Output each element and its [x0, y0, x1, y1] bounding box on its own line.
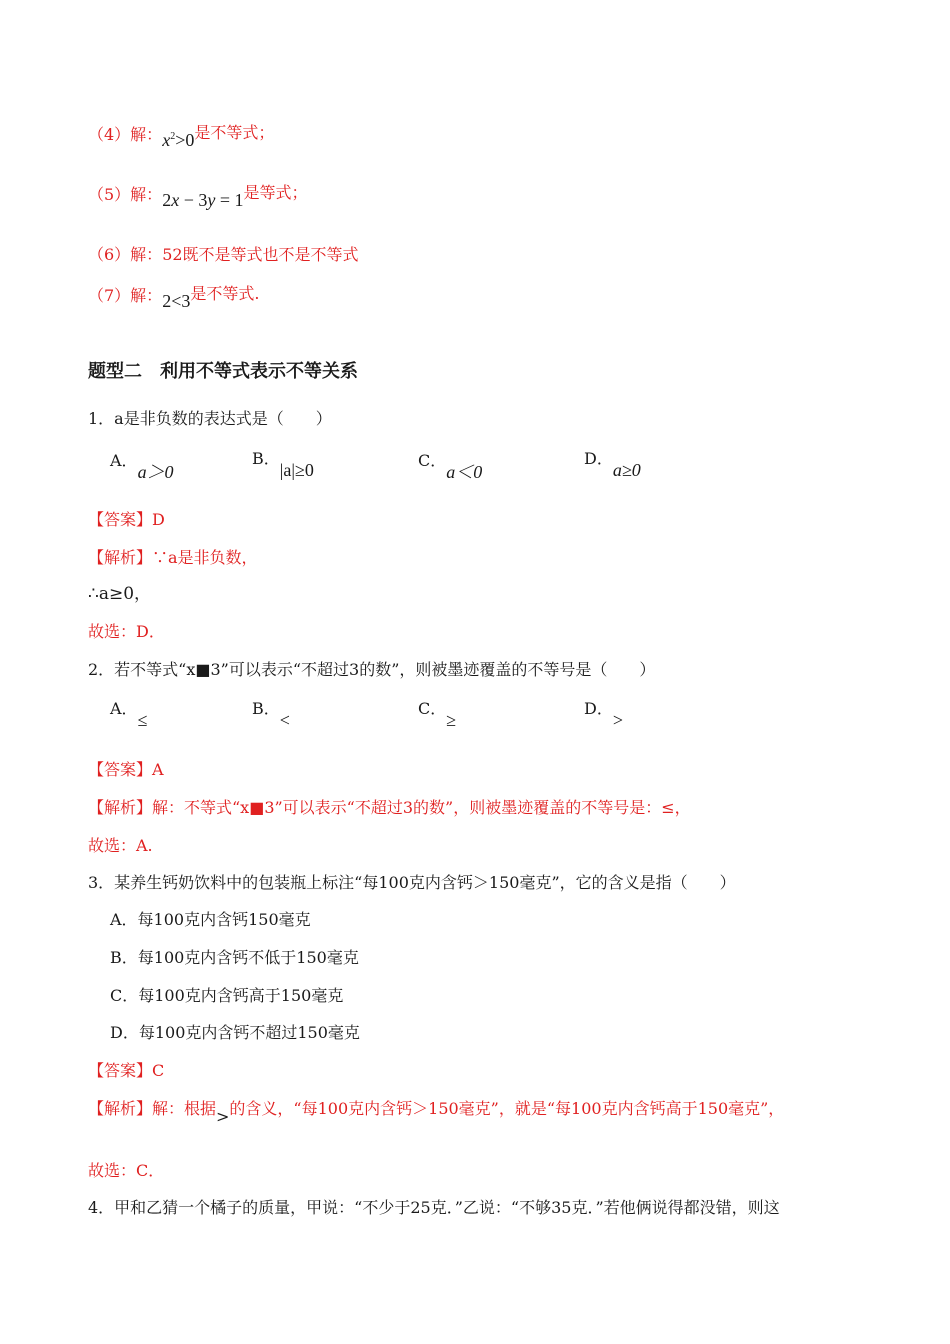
q1-option-d [584, 449, 641, 480]
solution-6 [88, 244, 359, 266]
q2-option-a [110, 699, 148, 730]
q1-option-b [252, 449, 314, 480]
analysis-suffix: 的含义，“每100克内含钙＞150毫克”，就是“每100克内含钙高于150毫克”， [229, 1099, 785, 1118]
option-label: B． [252, 449, 280, 468]
solution-text: 是不等式； [194, 123, 275, 142]
q3-option-d: D．每100克内含钙不超过150毫克 [110, 1023, 360, 1042]
q2-answer: 【答案】A [88, 760, 164, 779]
q4-stem: 4．甲和乙猜一个橘子的质量，甲说：“不少于25克．”乙说：“不够35克．”若他俩说得都没错，则这 [88, 1198, 780, 1217]
option-math: > [612, 710, 623, 730]
solution-text: 52既不是等式也不是不等式 [162, 245, 359, 264]
solution-4 [88, 120, 275, 150]
q1-analysis: 【解析】∵a是非负数， [88, 548, 258, 567]
analysis-prefix: 【解析】解：根据 [88, 1099, 217, 1118]
option-label: C． [418, 699, 447, 718]
q1-option-a [110, 451, 174, 482]
option-math: < [279, 710, 290, 730]
q2-option-d [584, 699, 623, 730]
option-label: C． [418, 451, 447, 470]
option-math: a＞0 [137, 462, 174, 482]
option-label: B． [252, 699, 280, 718]
option-label: D． [584, 449, 613, 468]
solution-5 [88, 183, 308, 210]
analysis-symbol: > [216, 1107, 230, 1126]
q1-conclusion: 故选：D． [88, 622, 165, 641]
option-math: |a|≥0 [279, 460, 314, 480]
q3-option-a: A．每100克内含钙150毫克 [110, 910, 311, 929]
option-math: a＜0 [446, 462, 483, 482]
solution-math: $x^2>0$ [162, 130, 195, 150]
solution-math: 2x − 3y = 1 [162, 190, 244, 210]
q3-analysis [88, 1098, 785, 1126]
solution-text: 是不等式. [190, 284, 260, 303]
solution-math: 2<3 [162, 291, 191, 311]
q3-option-b: B．每100克内含钙不低于150毫克 [110, 948, 359, 967]
q2-conclusion: 故选：A. [88, 836, 153, 855]
q2-stem: 2．若不等式“x■3”可以表示“不超过3的数”，则被墨迹覆盖的不等号是（ ） [88, 660, 656, 679]
solution-label: （4）解： [88, 125, 163, 144]
q3-option-c: C．每100克内含钙高于150毫克 [110, 986, 344, 1005]
q1-option-c [418, 451, 483, 482]
solution-7 [88, 284, 260, 311]
solution-label: （6）解： [88, 245, 163, 264]
section-tag: 题型二 [88, 361, 142, 382]
q1-analysis-step: ∴a≥0， [88, 584, 152, 604]
solution-text: 是等式； [243, 183, 308, 202]
solution-label: （7）解： [88, 286, 163, 305]
section-heading [88, 357, 376, 383]
option-label: D． [584, 699, 613, 718]
q2-option-c [418, 699, 457, 730]
q2-option-b [252, 699, 290, 730]
option-math: a≥0 [612, 460, 641, 480]
q3-answer: 【答案】C [88, 1061, 165, 1080]
q2-analysis: 【解析】解：不等式“x■3”可以表示“不超过3的数”，则被墨迹覆盖的不等号是：≤， [88, 798, 691, 817]
q1-answer: 【答案】D [88, 510, 165, 529]
option-math: ≥ [446, 710, 457, 730]
option-label: A． [110, 451, 138, 470]
solution-label: （5）解： [88, 185, 163, 204]
q3-conclusion: 故选：C． [88, 1161, 165, 1180]
q1-stem: 1．a是非负数的表达式是（ ） [88, 409, 332, 428]
option-math: ≤ [137, 710, 148, 730]
section-title: 利用不等式表示不等关系 [160, 361, 358, 382]
q3-stem: 3．某养生钙奶饮料中的包装瓶上标注“每100克内含钙＞150毫克”，它的含义是指（ ） [88, 873, 736, 892]
option-label: A． [110, 699, 138, 718]
